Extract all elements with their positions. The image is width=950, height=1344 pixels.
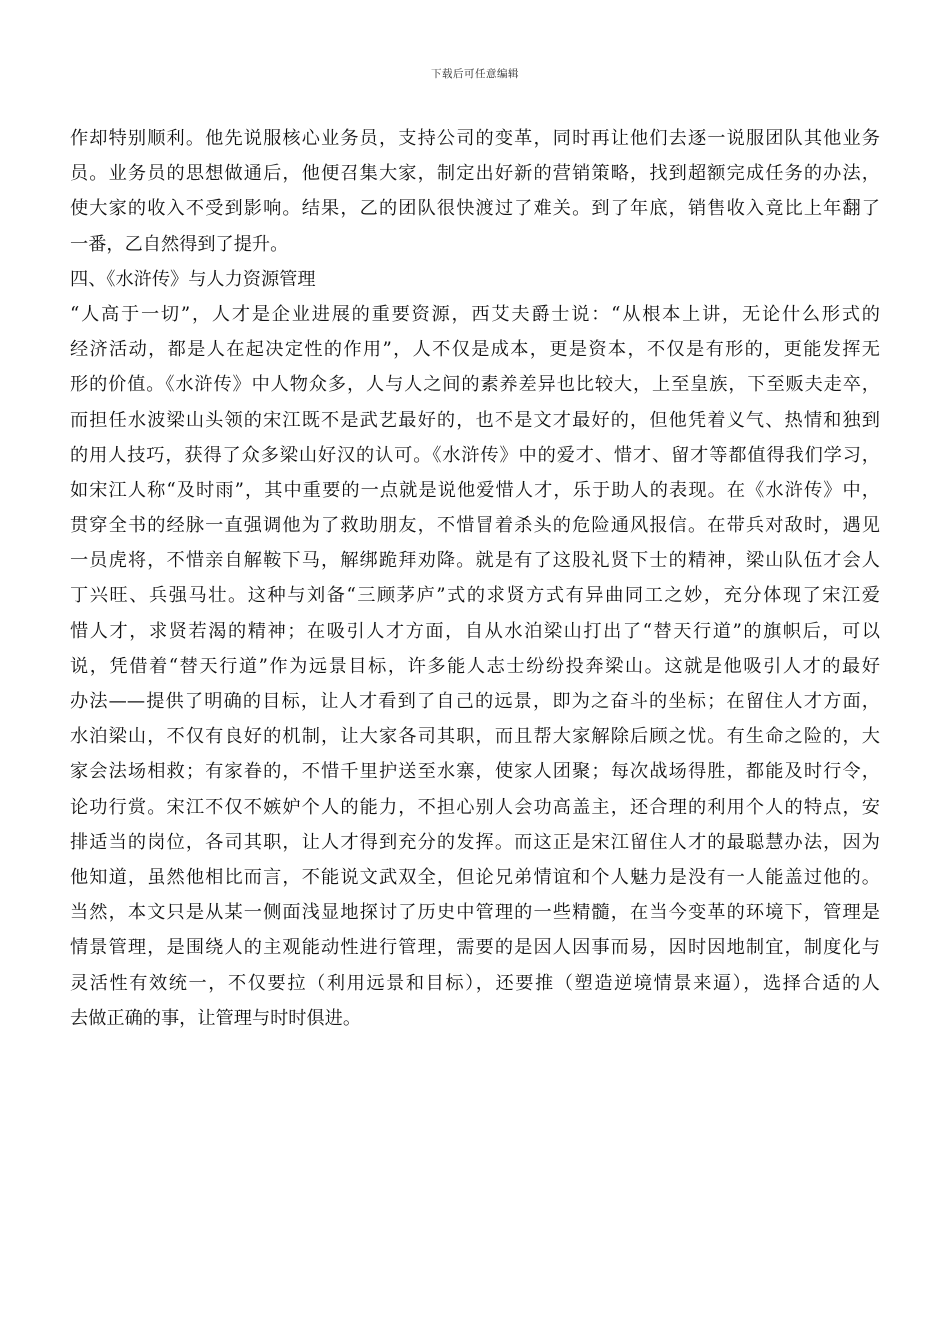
text-line: 一番，乙自然得到了提升。: [70, 233, 289, 255]
text-line: 水泊梁山，不仅有良好的机制，让大家各司其职，而且帮大家解除后顾之忧。有生命之险的，大: [70, 726, 880, 748]
text-line: 作却特别顺利。他先说服核心业务员，支持公司的变革，同时再让他们去逐一说服团队其他业务: [70, 128, 880, 149]
text-line: 灵活性有效统一，不仅要拉（利用远景和目标），还要推（塑造逆境情景来逼），选择合适的人: [70, 972, 880, 994]
text-line: “人高于一切”，人才是企业进展的重要资源，西艾夫爵士说：“从根本上讲，无论什么形式的: [70, 303, 880, 325]
text-line: 经济活动，都是人在起决定性的作用”，人不仅是成本，更是资本，不仅是有形的，更能发挥无: [70, 339, 880, 361]
text-line: 办法——提供了明确的目标，让人才看到了自己的远景，即为之奋斗的坐标；在留住人才方面，: [70, 691, 880, 712]
text-line: 贯穿全书的经脉一直强调他为了救助朋友，不惜冒着杀头的危险通风报信。在带兵对敌时，遇见: [70, 515, 880, 537]
text-line: 当然，本文只是从某一侧面浅显地探讨了历史中管理的一些精髓，在当今变革的环境下，管理是: [70, 902, 880, 924]
text-line: 而担任水波梁山头领的宋江既不是武艺最好的，也不是文才最好的，但他凭着义气、热情和独到: [70, 409, 880, 431]
page-header: 下载后可任意编辑: [431, 68, 519, 80]
text-line: 他知道，虽然他相比而言，不能说文武双全，但论兄弟情谊和个人魅力是没有一人能盖过他的。: [70, 866, 880, 888]
text-line: 如宋江人称“及时雨”，其中重要的一点就是说他爱惜人才，乐于助人的表现。在《水浒传》中，: [70, 479, 880, 501]
text-line: 排适当的岗位，各司其职，让人才得到充分的发挥。而这正是宋江留住人才的最聪慧办法，因为: [70, 831, 880, 853]
text-line: 使大家的收入不受到影响。结果，乙的团队很快渡过了难关。到了年底，销售收入竟比上年翻了: [70, 198, 880, 220]
text-line: 丁兴旺、兵强马壮。这种与刘备“三顾茅庐”式的求贤方式有异曲同工之妙，充分体现了宋江爱: [70, 585, 880, 607]
text-line: 情景管理，是围绕人的主观能动性进行管理，需要的是因人因事而易，因时因地制宜，制度化与: [70, 937, 880, 959]
text-line: 一员虎将，不惜亲自解鞍下马，解绑跪拜劝降。就是有了这股礼贤下士的精神，梁山队伍才会人: [70, 550, 880, 572]
text-line: 惜人才，求贤若渴的精神；在吸引人才方面，自从水泊梁山打出了“替天行道”的旗帜后，可以: [70, 620, 880, 642]
text-line: 家会法场相救；有家眷的，不惜千里护送至水寨，使家人团聚；每次战场得胜，都能及时行令，: [70, 761, 880, 783]
document-body: [70, 121, 880, 1036]
section-heading: 四、《水浒传》与人力资源管理: [70, 268, 316, 290]
text-line: 员。业务员的思想做通后，他便召集大家，制定出好新的营销策略，找到超额完成任务的办法，: [70, 163, 880, 185]
text-line: 说，凭借着“替天行道”作为远景目标，许多能人志士纷纷投奔梁山。这就是他吸引人才的最好: [70, 655, 880, 677]
text-line: 去做正确的事，让管理与时时俱进。: [70, 1007, 362, 1029]
text-line: 形的价值。《水浒传》中人物众多，人与人之间的素养差异也比较大，上至皇族，下至贩夫走卒，: [70, 374, 880, 396]
text-line: 的用人技巧，获得了众多梁山好汉的认可。《水浒传》中的爱才、惜才、留才等都值得我们学习，: [70, 444, 880, 466]
text-line: 论功行赏。宋江不仅不嫉妒个人的能力，不担心别人会功高盖主，还合理的利用个人的特点，安: [70, 796, 880, 818]
